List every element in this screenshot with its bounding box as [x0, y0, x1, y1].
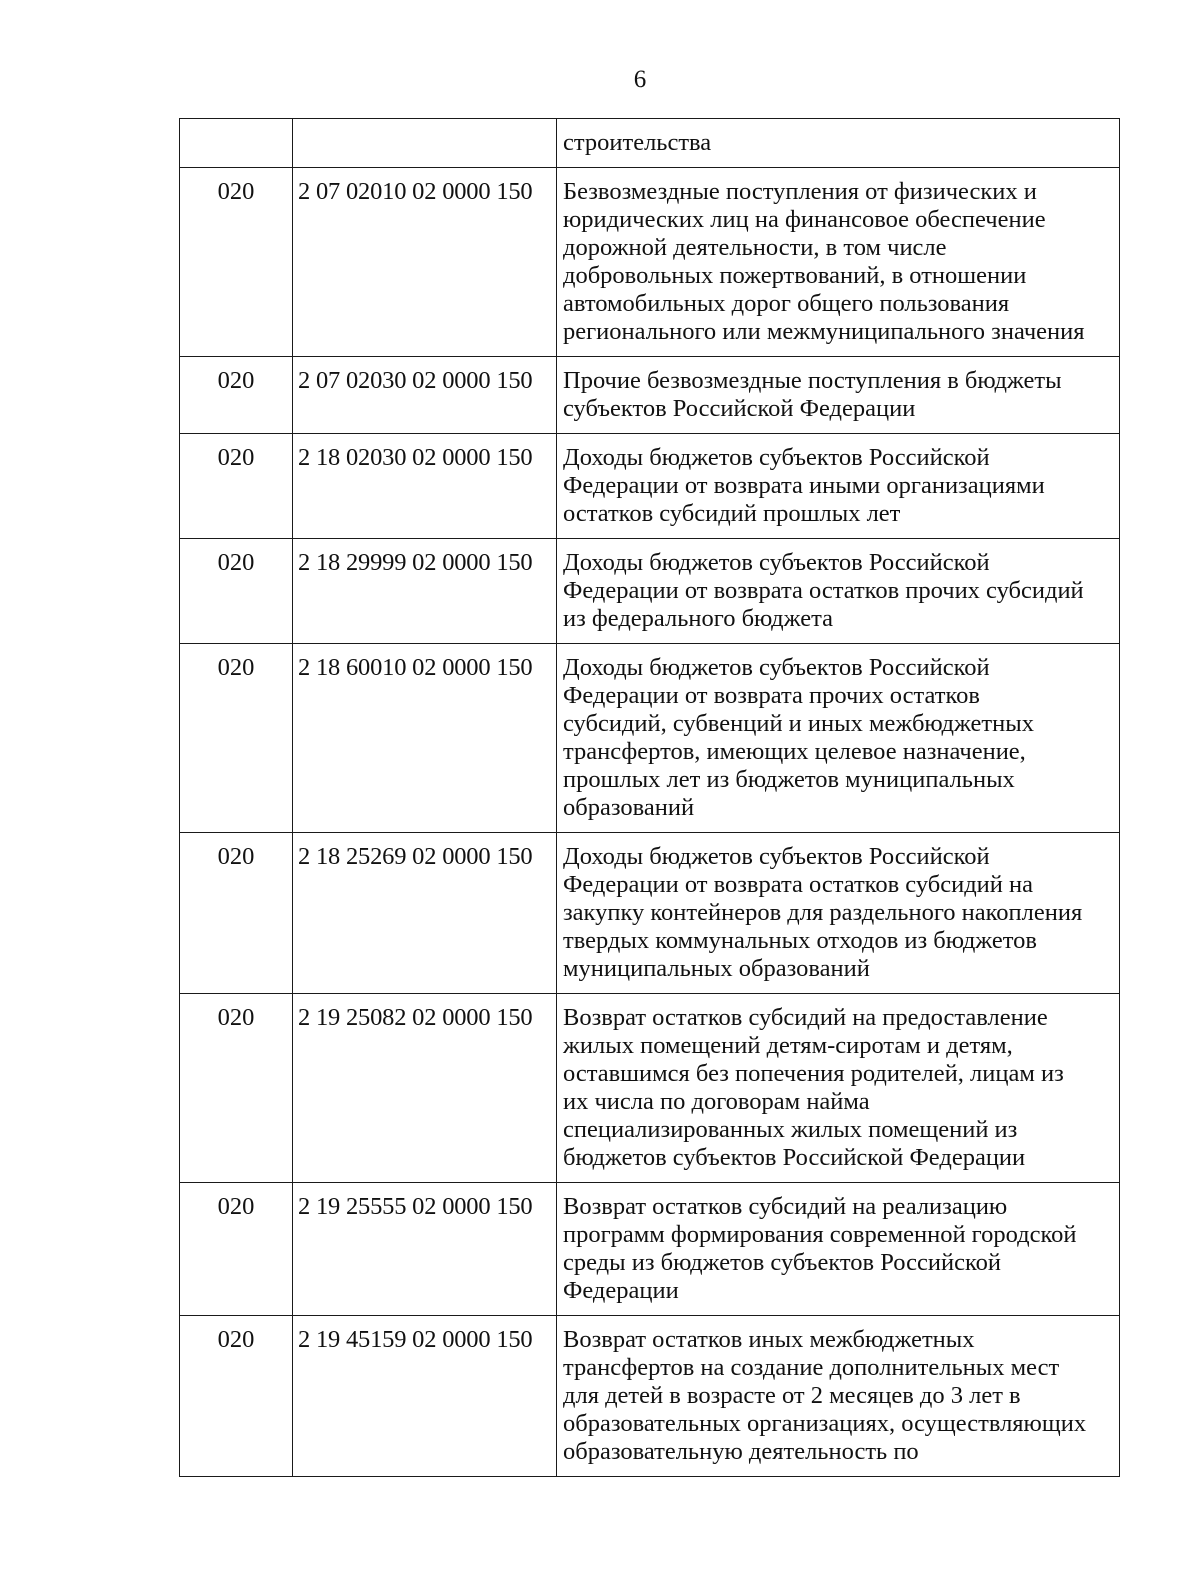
admin-code-cell: 020 — [180, 833, 293, 994]
revenue-description-cell — [557, 1183, 1120, 1316]
description-line: Доходы бюджетов субъектов Российской — [563, 843, 990, 870]
table-row — [180, 1316, 1120, 1477]
description-line: Федерации — [563, 1277, 679, 1304]
budget-classification-code-cell: 2 19 25082 02 0000 150 — [293, 994, 557, 1183]
admin-code-cell: 020 — [180, 1316, 293, 1477]
admin-code-cell: 020 — [180, 168, 293, 357]
description-line: жилых помещений детям-сиротам и детям, — [563, 1032, 1013, 1059]
table-row — [180, 119, 1120, 168]
admin-code-cell: 020 — [180, 1183, 293, 1316]
table-row — [180, 168, 1120, 357]
description-line: закупку контейнеров для раздельного накопления — [563, 899, 1083, 926]
table-row — [180, 644, 1120, 833]
revenue-description-cell — [557, 833, 1120, 994]
admin-code-cell — [180, 119, 293, 168]
budget-classification-code-cell: 2 18 02030 02 0000 150 — [293, 434, 557, 539]
description-line: субъектов Российской Федерации — [563, 395, 916, 422]
budget-classification-code-cell: 2 19 25555 02 0000 150 — [293, 1183, 557, 1316]
table-row — [180, 1183, 1120, 1316]
table-body — [180, 119, 1120, 1477]
admin-code-cell: 020 — [180, 357, 293, 434]
description-line: образовательную деятельность по — [563, 1438, 919, 1465]
description-line: оставшимся без попечения родителей, лицам из — [563, 1060, 1064, 1087]
admin-code-cell: 020 — [180, 539, 293, 644]
budget-classification-code-cell: 2 07 02010 02 0000 150 — [293, 168, 557, 357]
description-line: Безвозмездные поступления от физических и — [563, 178, 1037, 205]
revenue-description-cell — [557, 119, 1120, 168]
description-line: прошлых лет из бюджетов муниципальных — [563, 766, 1015, 793]
description-line: Возврат остатков иных межбюджетных — [563, 1326, 975, 1353]
revenue-description-cell — [557, 1316, 1120, 1477]
revenue-description-cell — [557, 994, 1120, 1183]
description-line: Возврат остатков субсидий на предоставление — [563, 1004, 1048, 1031]
table-row — [180, 357, 1120, 434]
table-row — [180, 833, 1120, 994]
description-line: твердых коммунальных отходов из бюджетов — [563, 927, 1037, 954]
description-line: дорожной деятельности, в том числе — [563, 234, 947, 261]
revenue-description-cell — [557, 539, 1120, 644]
budget-classification-code-cell: 2 18 60010 02 0000 150 — [293, 644, 557, 833]
budget-classification-code-cell: 2 18 29999 02 0000 150 — [293, 539, 557, 644]
table-row — [180, 539, 1120, 644]
description-line: Федерации от возврата прочих остатков — [563, 682, 980, 709]
description-line: субсидий, субвенций и иных межбюджетных — [563, 710, 1034, 737]
description-line: из федерального бюджета — [563, 605, 833, 632]
description-line: образовательных организациях, осуществляющих — [563, 1410, 1087, 1437]
page-number: 6 — [633, 66, 647, 93]
description-line: регионального или межмуниципального значения — [563, 318, 1085, 345]
revenue-codes-table — [179, 118, 1120, 1477]
table-row — [180, 994, 1120, 1183]
description-line: Доходы бюджетов субъектов Российской — [563, 654, 990, 681]
description-line: их числа по договорам найма — [563, 1088, 870, 1115]
revenue-description-cell — [557, 644, 1120, 833]
description-line: муниципальных образований — [563, 955, 870, 982]
admin-code-cell: 020 — [180, 994, 293, 1183]
description-line: трансфертов на создание дополнительных мест — [563, 1354, 1060, 1381]
description-line: Доходы бюджетов субъектов Российской — [563, 444, 990, 471]
description-line: остатков субсидий прошлых лет — [563, 500, 901, 527]
description-line: добровольных пожертвований, в отношении — [563, 262, 1027, 289]
description-line: среды из бюджетов субъектов Российской — [563, 1249, 1001, 1276]
description-line: строительства — [563, 129, 712, 156]
admin-code-cell: 020 — [180, 434, 293, 539]
description-line: автомобильных дорог общего пользования — [563, 290, 1010, 317]
description-line: Федерации от возврата иными организациями — [563, 472, 1045, 499]
description-line: бюджетов субъектов Российской Федерации — [563, 1144, 1026, 1171]
budget-classification-code-cell: 2 19 45159 02 0000 150 — [293, 1316, 557, 1477]
description-line: Возврат остатков субсидий на реализацию — [563, 1193, 1008, 1220]
description-line: Прочие безвозмездные поступления в бюджеты — [563, 367, 1062, 394]
admin-code-cell: 020 — [180, 644, 293, 833]
revenue-description-cell — [557, 357, 1120, 434]
description-line: специализированных жилых помещений из — [563, 1116, 1018, 1143]
description-line: юридических лиц на финансовое обеспечение — [563, 206, 1046, 233]
budget-classification-code-cell: 2 07 02030 02 0000 150 — [293, 357, 557, 434]
table-row — [180, 434, 1120, 539]
description-line: для детей в возрасте от 2 месяцев до 3 лет в — [563, 1382, 1021, 1409]
description-line: трансфертов, имеющих целевое назначение, — [563, 738, 1026, 765]
budget-classification-code-cell — [293, 119, 557, 168]
description-line: Доходы бюджетов субъектов Российской — [563, 549, 990, 576]
revenue-description-cell — [557, 434, 1120, 539]
description-line: Федерации от возврата остатков прочих субсидий — [563, 577, 1084, 604]
description-line: Федерации от возврата остатков субсидий на — [563, 871, 1033, 898]
description-line: программ формирования современной городской — [563, 1221, 1077, 1248]
budget-classification-code-cell: 2 18 25269 02 0000 150 — [293, 833, 557, 994]
revenue-description-cell — [557, 168, 1120, 357]
description-line: образований — [563, 794, 695, 821]
